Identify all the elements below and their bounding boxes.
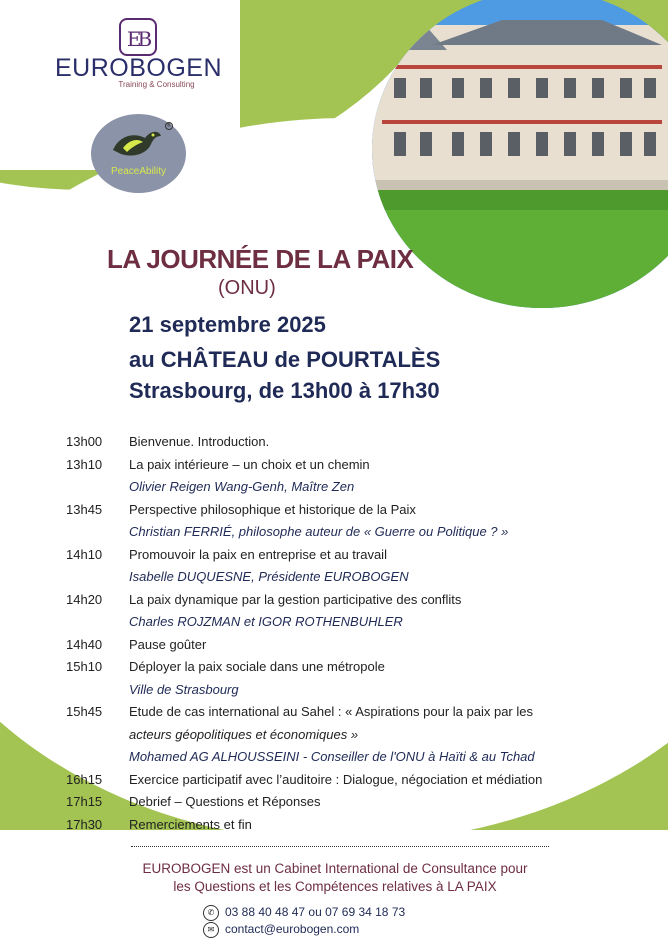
program-description: La paix dynamique par la gestion participative des conflits [129, 591, 462, 607]
program-speaker: Olivier Reigen Wang-Genh, Maître Zen [129, 479, 355, 494]
registered-mark: ® [166, 123, 172, 129]
program-speaker: Ville de Strasbourg [129, 681, 239, 697]
email-address[interactable]: contact@eurobogen.com [225, 922, 360, 937]
program-description: Debrief – Questions et Réponses [129, 794, 321, 809]
program-description: Bienvenue. Introduction. [129, 434, 270, 449]
program-speaker: Christian FERRIÉ, philosophe auteur de « Guerre ou Politique ? » [129, 524, 509, 539]
event-city-time: Strasbourg, de 13h00 à 17h30 [129, 378, 440, 403]
eurobogen-logo [55, 18, 223, 89]
footer-about [100, 860, 570, 896]
program-description: Promouvoir la paix en entreprise et au travail [129, 546, 387, 562]
program-row [66, 431, 666, 454]
program-speaker: Isabelle DUQUESNE, Présidente EUROBOGEN [129, 569, 409, 584]
contact-email [203, 922, 359, 938]
eurobogen-logo-mark: EB [119, 18, 157, 56]
program-description: Déployer la paix sociale dans une métropole [129, 659, 385, 674]
program-description: Perspective philosophique et historique de la Paix [129, 501, 416, 517]
footer-about-line-2: les Questions et les Compétences relatives à LA PAIX [173, 879, 497, 894]
program-speaker-row [66, 566, 666, 589]
phone-number[interactable]: 03 88 40 48 47 ou 07 69 34 18 73 [225, 905, 406, 920]
program-time: 13h10 [66, 456, 103, 472]
program-time: 15h10 [66, 659, 103, 674]
event-title: LA JOURNÉE DE LA PAIX [107, 244, 414, 274]
program-speaker-row [66, 746, 666, 769]
program-description: acteurs géopolitiques et économiques » [129, 726, 359, 742]
program-description: Pause goûter [129, 636, 207, 652]
program-row [66, 701, 666, 724]
program-speaker-row [66, 476, 666, 499]
program-row [66, 769, 666, 792]
peaceability-logo [91, 114, 186, 193]
program-description: Etude de cas international au Sahel : « Aspirations pour la paix par les [129, 704, 533, 719]
peaceability-name: PeaceAbility [110, 166, 167, 177]
program-row [66, 454, 666, 477]
program-list [66, 431, 666, 836]
program-time: 14h20 [66, 591, 103, 607]
program-row [66, 814, 666, 837]
program-row [66, 634, 666, 657]
program-description: Exercice participatif avec l’auditoire : Dialogue, négociation et médiation [129, 771, 543, 787]
eurobogen-logo-name: EUROBOGEN [55, 54, 223, 82]
email-icon: ✉ [203, 922, 219, 938]
event-place: au CHÂTEAU de POURTALÈS [129, 347, 441, 372]
program-row [66, 724, 666, 747]
program-row [66, 499, 666, 522]
program-time: 13h00 [66, 434, 103, 449]
program-description: Remerciements et fin [129, 816, 252, 832]
dove-icon [105, 118, 165, 168]
program-time: 17h15 [66, 794, 103, 809]
program-speaker-row [66, 679, 666, 702]
footer-separator [131, 846, 549, 847]
program-row [66, 791, 666, 814]
program-row [66, 589, 666, 612]
program-speaker-row [66, 611, 666, 634]
event-date: 21 septembre 2025 [129, 312, 326, 337]
eurobogen-logo-tagline: Training & Consulting [118, 80, 195, 89]
program-time: 17h30 [66, 816, 103, 832]
program-speaker: Mohamed AG ALHOUSSEINI - Conseiller de l'ONU à Haïti & au Tchad [129, 749, 535, 764]
program-speaker-row [66, 521, 666, 544]
program-time: 14h40 [66, 636, 103, 652]
footer-about-line-1: EUROBOGEN est un Cabinet International de Consultance pour [142, 861, 528, 876]
phone-icon: ✆ [203, 905, 219, 921]
program-time: 14h10 [66, 546, 103, 562]
program-row [66, 656, 666, 679]
program-description: La paix intérieure – un choix et un chemin [129, 456, 370, 472]
program-time: 15h45 [66, 704, 103, 719]
program-time: 16h15 [66, 771, 103, 787]
program-speaker: Charles ROJZMAN et IGOR ROTHENBUHLER [129, 614, 403, 629]
program-time: 13h45 [66, 501, 103, 517]
event-subtitle: (ONU) [218, 277, 276, 299]
program-row [66, 544, 666, 567]
contact-phone [203, 905, 405, 921]
